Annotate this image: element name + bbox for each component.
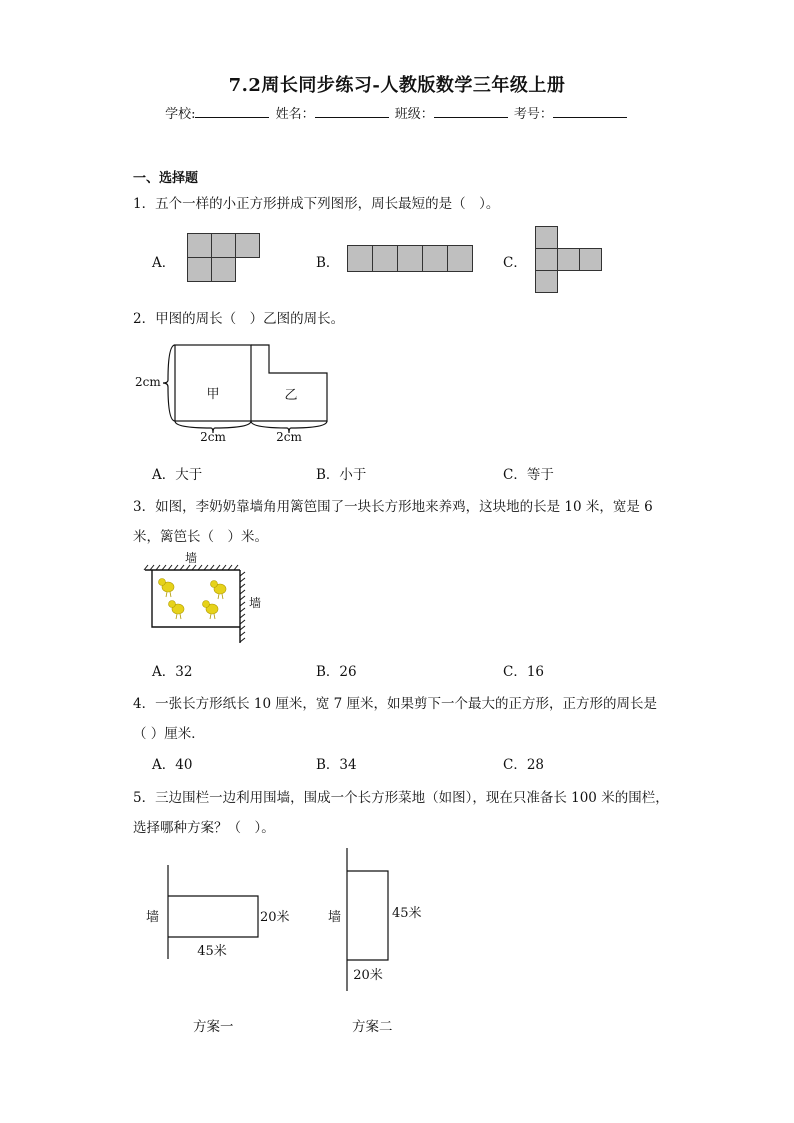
q2-label-jia: 甲 bbox=[206, 387, 220, 402]
q3-stem-line2: 米，篱笆长（ ）米。 bbox=[133, 529, 268, 545]
q1-option-b[interactable]: B． bbox=[316, 255, 340, 271]
page-title: 7.2周长同步练习-人教版数学三年级上册 bbox=[228, 75, 566, 96]
q5-plan2-height: 45米 bbox=[392, 906, 422, 921]
student-info-line bbox=[0, 103, 794, 122]
q5-plan1-height: 20米 bbox=[260, 910, 290, 925]
q1-figure-b bbox=[347, 245, 475, 272]
q5-plan2-caption: 方案二 bbox=[352, 1019, 393, 1035]
q1-stem: 1．五个一样的小正方形拼成下列图形，周长最短的是（ ）。 bbox=[133, 196, 500, 212]
q1-option-c[interactable]: C． bbox=[503, 255, 527, 271]
q3-figure bbox=[140, 551, 275, 651]
q4-stem-line2: （ ）厘米． bbox=[133, 726, 205, 742]
number-blank[interactable] bbox=[553, 105, 627, 118]
q1-figure-a bbox=[187, 233, 261, 281]
section-heading: 一、选择题 bbox=[133, 171, 199, 186]
q2-figure bbox=[133, 340, 343, 448]
q4-stem-line1: 4．一张长方形纸长 10 厘米，宽 7 厘米，如果剪下一个最大的正方形，正方形的周长是 bbox=[133, 696, 658, 712]
q2-label-yi: 乙 bbox=[284, 388, 298, 403]
q2-stem: 2．甲图的周长（ ）乙图的周长。 bbox=[133, 311, 345, 327]
q3-stem-line1: 3．如图，李奶奶靠墙角用篱笆围了一块长方形地来养鸡，这块地的长是 10 米，宽是 6 bbox=[133, 499, 653, 515]
q5-plan2-figure bbox=[320, 848, 440, 994]
q3-option-b[interactable]: B．26 bbox=[316, 664, 357, 680]
q1-figure-c bbox=[535, 226, 603, 294]
number-label: 考号： bbox=[513, 107, 553, 122]
q3-wall-top: 墙 bbox=[184, 551, 198, 565]
q5-stem-line1: 5．三边围栏一边利用围墙，围成一个长方形菜地（如图），现在只准备长 100 米的围栏， bbox=[133, 790, 669, 806]
q4-option-b[interactable]: B．34 bbox=[316, 757, 357, 773]
q5-plan1-caption: 方案一 bbox=[193, 1019, 234, 1035]
q2-option-b[interactable]: B．小于 bbox=[316, 467, 367, 483]
school-label: 学校: bbox=[165, 107, 196, 122]
class-label: 班级： bbox=[394, 107, 434, 122]
q2-option-a[interactable]: A．大于 bbox=[152, 467, 203, 483]
q2-dim-left: 2cm bbox=[200, 430, 226, 444]
name-label: 姓名： bbox=[275, 107, 315, 122]
q2-dim-right: 2cm bbox=[276, 430, 302, 444]
class-blank[interactable] bbox=[434, 105, 508, 118]
name-blank[interactable] bbox=[315, 105, 389, 118]
q3-option-c[interactable]: C．16 bbox=[503, 664, 545, 680]
q2-option-c[interactable]: C．等于 bbox=[503, 467, 554, 483]
school-blank[interactable] bbox=[195, 105, 269, 118]
q5-plan1-figure bbox=[140, 865, 300, 965]
q5-stem-line2: 选择哪种方案？（ ）。 bbox=[133, 820, 275, 836]
q4-option-a[interactable]: A．40 bbox=[152, 757, 193, 773]
q1-option-a[interactable]: A． bbox=[152, 255, 176, 271]
q5-plan1-width: 45米 bbox=[197, 944, 227, 959]
q5-plan2-wall: 墙 bbox=[328, 910, 342, 925]
q5-plan1-wall: 墙 bbox=[146, 910, 160, 925]
q3-wall-right: 墙 bbox=[249, 596, 262, 610]
q3-option-a[interactable]: A．32 bbox=[152, 664, 193, 680]
q4-option-c[interactable]: C．28 bbox=[503, 757, 545, 773]
q2-dim-height: 2cm bbox=[135, 375, 161, 389]
q5-plan2-width: 20米 bbox=[353, 968, 383, 983]
